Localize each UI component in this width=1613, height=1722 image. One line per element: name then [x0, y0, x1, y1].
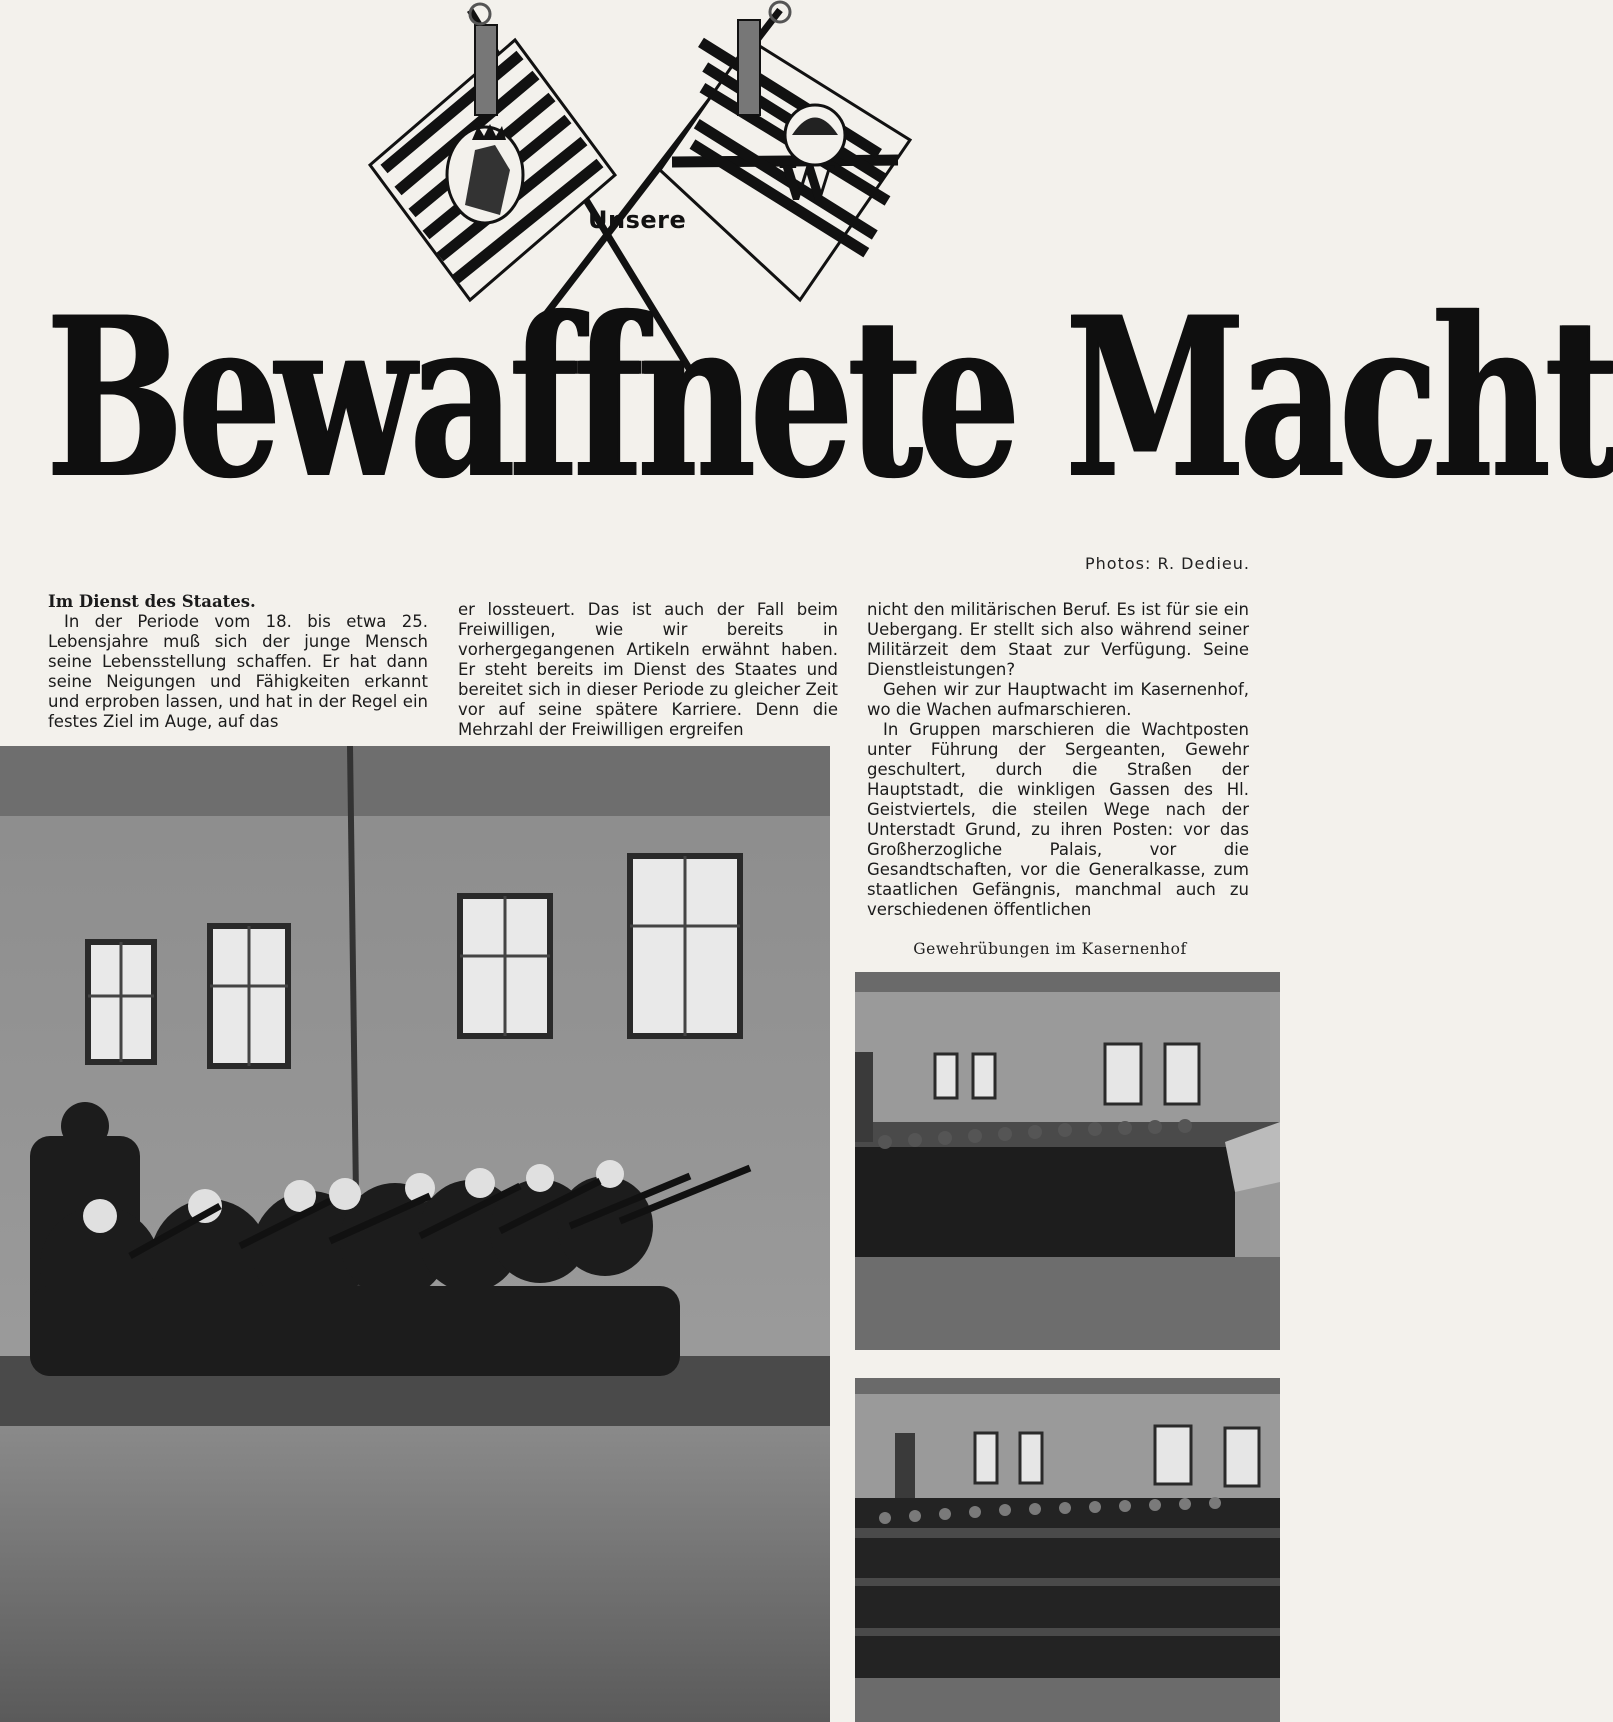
svg-text:W: W	[780, 156, 834, 212]
photo-caption: Gewehrübungen im Kasernenhof	[913, 940, 1187, 958]
text-column-3	[867, 600, 1249, 920]
left-flag	[370, 4, 615, 300]
column-3-paragraph-2: Gehen wir zur Hauptwacht im Kasernenhof, wo die Wachen aufmarschieren.	[867, 680, 1249, 719]
column-1-paragraph: In der Periode vom 18. bis etwa 25. Lebensjahre muß sich der junge Mensch seine Lebensstellung schaffen. Er hat dann seine Neigungen und Fähigkeiten erkannt und erproben lassen, und hat in der Regel ein festes Ziel im Auge, auf das	[48, 612, 428, 731]
column-3-paragraph-3: In Gruppen marschieren die Wachtposten unter Führung der Sergeanten, Gewehr geschultert, durch die Straßen der Hauptstadt, die winkligen Gassen des Hl. Geistviertels, die steilen Wege nach der Unterstadt Grund, zu ihren Posten: vor das Großherzogliche Palais, vor die Gesandtschaften, vor die Generalkasse, zum staatlichen Gefängnis, manchmal auch zu verschiedenen öffentlichen	[867, 720, 1249, 919]
photo-credit: Photos: R. Dedieu.	[1084, 554, 1250, 573]
column-2-paragraph: er lossteuert. Das ist auch der Fall beim Freiwilligen, wie wir bereits in vorhergegangenen Artikeln erwähnt haben. Er steht bereits im Dienst des Staates und bereitet sich in dieser Periode zu gleicher Zeit vor auf seine spätere Karriere. Denn die Mehrzahl der Freiwilligen ergreifen	[458, 600, 838, 739]
photo-rifle-drill-courtyard	[855, 972, 1280, 1350]
text-column-2	[458, 600, 838, 740]
article-header	[0, 0, 1613, 573]
column-3-paragraph-1: nicht den militärischen Beruf. Es ist für sie ein Uebergang. Er stellt sich also während seiner Militärzeit dem Staat zur Verfügung. Seine Dienstleistungen?	[867, 600, 1249, 679]
headline-kicker: Unsere	[588, 206, 687, 234]
photo-formation-courtyard	[855, 1378, 1280, 1722]
section-subheading: Im Dienst des Staates.	[48, 592, 256, 611]
main-photo-kneeling-soldiers	[0, 746, 830, 1722]
text-column-1	[48, 592, 428, 732]
article-headline: Bewaffnete Macht	[45, 268, 1613, 527]
right-flag	[660, 2, 910, 300]
